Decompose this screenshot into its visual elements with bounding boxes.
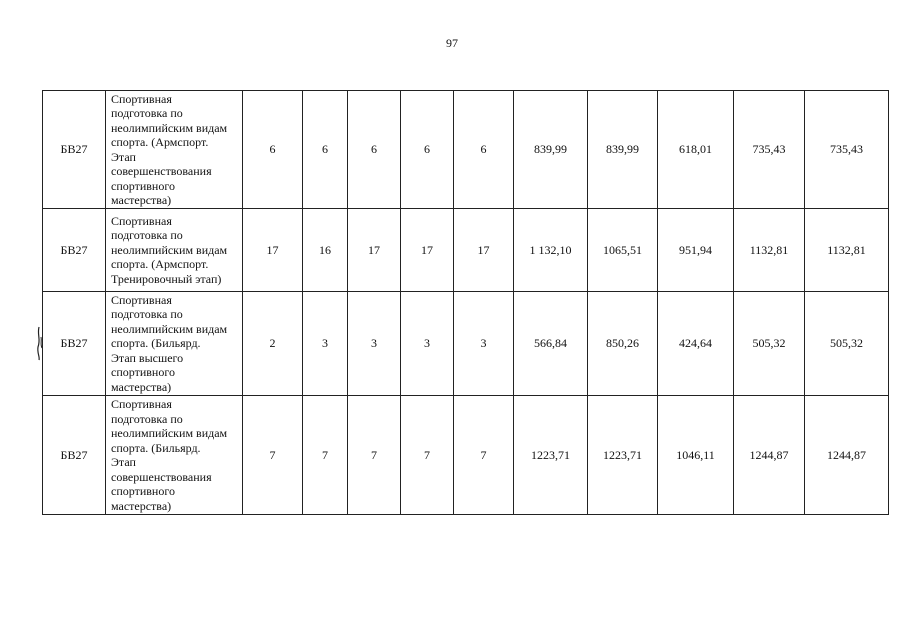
row-description: Спортивная подготовка по неолимпийским видам спорта. (Бильярд. Этап совершенствования спортивного мастерства): [106, 396, 243, 515]
value-cell: 17: [401, 209, 454, 292]
table-row: [43, 91, 889, 209]
value-cell: 1046,11: [658, 396, 734, 515]
value-cell: 6: [303, 91, 348, 209]
value-cell: 951,94: [658, 209, 734, 292]
value-cell: 6: [348, 91, 401, 209]
value-cell: 1244,87: [734, 396, 805, 515]
row-description: Спортивная подготовка по неолимпийским видам спорта. (Бильярд. Этап высшего спортивного мастерства): [106, 292, 243, 396]
value-cell: 6: [243, 91, 303, 209]
value-cell: 16: [303, 209, 348, 292]
data-table: [42, 90, 889, 515]
value-cell: 7: [401, 396, 454, 515]
row-description: Спортивная подготовка по неолимпийским видам спорта. (Армспорт. Этап совершенствования спортивного мастерства): [106, 91, 243, 209]
value-cell: 839,99: [588, 91, 658, 209]
value-cell: 17: [348, 209, 401, 292]
value-cell: 1223,71: [588, 396, 658, 515]
row-code: БВ27: [43, 91, 106, 209]
value-cell: 735,43: [734, 91, 805, 209]
row-code: БВ27: [43, 292, 106, 396]
value-cell: 1132,81: [734, 209, 805, 292]
table-row: [43, 396, 889, 515]
value-cell: 3: [303, 292, 348, 396]
value-cell: 6: [401, 91, 454, 209]
value-cell: 3: [348, 292, 401, 396]
value-cell: 17: [454, 209, 514, 292]
value-cell: 850,26: [588, 292, 658, 396]
value-cell: 424,64: [658, 292, 734, 396]
row-code: БВ27: [43, 396, 106, 515]
value-cell: 17: [243, 209, 303, 292]
value-cell: 1 132,10: [514, 209, 588, 292]
table-row: [43, 209, 889, 292]
value-cell: 7: [348, 396, 401, 515]
value-cell: 3: [401, 292, 454, 396]
table-row: [43, 292, 889, 396]
value-cell: 6: [454, 91, 514, 209]
value-cell: 1223,71: [514, 396, 588, 515]
value-cell: 566,84: [514, 292, 588, 396]
value-cell: 735,43: [805, 91, 889, 209]
value-cell: 1065,51: [588, 209, 658, 292]
value-cell: 505,32: [805, 292, 889, 396]
value-cell: 3: [454, 292, 514, 396]
value-cell: 839,99: [514, 91, 588, 209]
row-code: БВ27: [43, 209, 106, 292]
value-cell: 618,01: [658, 91, 734, 209]
row-description: Спортивная подготовка по неолимпийским видам спорта. (Армспорт. Тренировочный этап): [106, 209, 243, 292]
value-cell: 7: [303, 396, 348, 515]
value-cell: 1132,81: [805, 209, 889, 292]
page-number: 97: [446, 36, 458, 50]
value-cell: 505,32: [734, 292, 805, 396]
value-cell: 7: [454, 396, 514, 515]
value-cell: 7: [243, 396, 303, 515]
value-cell: 1244,87: [805, 396, 889, 515]
value-cell: 2: [243, 292, 303, 396]
